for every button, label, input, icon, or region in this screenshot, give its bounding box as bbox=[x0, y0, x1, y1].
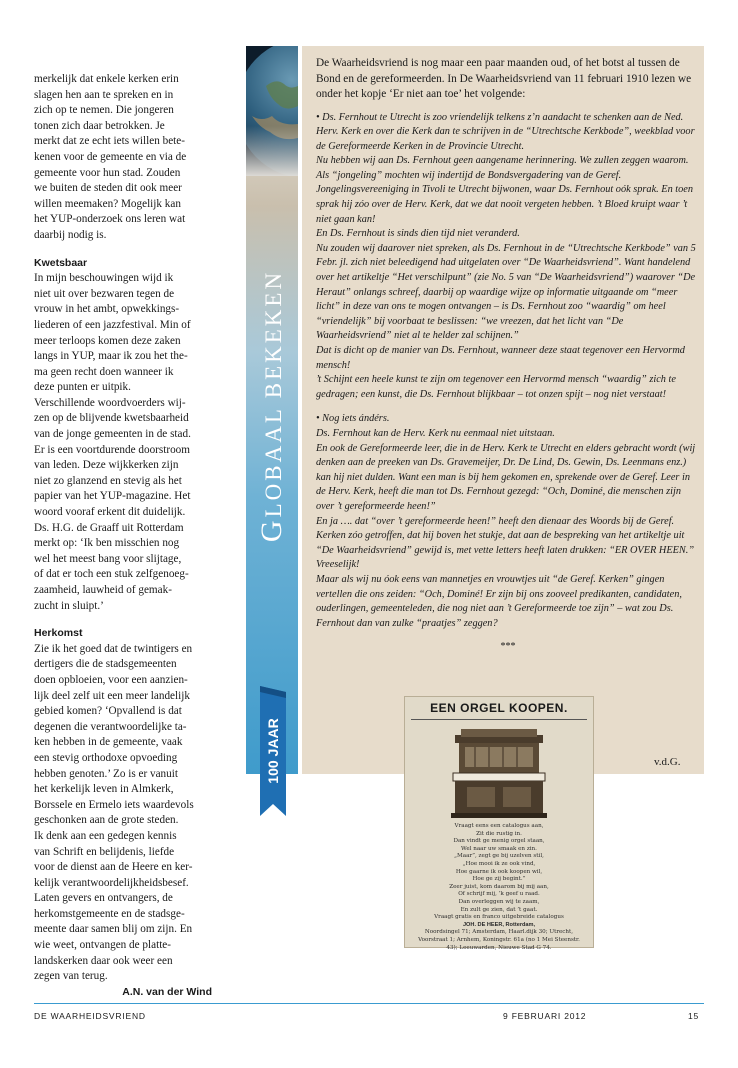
footer-rule bbox=[34, 1003, 704, 1004]
quote-1-line: Nu zouden wij daarover niet spreken, als Ds. Fernhout in de “Utrechtsche Kerkbode” van 5 Febr. jl. zich niet beleedigend had uitgelaten over “De Waarheidsvriend”. Want handelend over het artikeltje “Het verschilpunt” (zie No. 5 van “De Waarheidsvriend”) waarover “De Heraut” onlangs schreef, daarbij op waardige wijze op informatie uitgaande om “meer licht” in deze van ons te mogen ontvangen – is Ds. Fernhout zoo “waardig” om heel “vriendelijk” bij voorbaat te beslissen: “we vreezen, dat het licht van “De Waarheidsvriend” niet al te helder zal schijnen.” bbox=[316, 242, 696, 342]
ad-line: Dan overleggen wij te zaam, bbox=[458, 898, 540, 905]
footer-publication: DE WAARHEIDSVRIEND bbox=[34, 1011, 146, 1021]
quote-block-2 bbox=[316, 412, 700, 631]
author-name: A.N. van der Wind bbox=[122, 985, 212, 998]
quote-2-line: Maar als wij nu óok eens van mannetjes en vrouwtjes uit “de Geref. Kerken” gingen vertellen die ons zeiden: “Och, Dominé! Er zijn bij ons zooveel predikanten, candidaten, ouderlingen, gemeenteleden, die nog niet aan ’t Gereformeerde toe zijn” – wat zou Ds. Fernhout dan van zulke “praatjes” zeggen? bbox=[316, 573, 682, 629]
section-band bbox=[246, 46, 298, 784]
ad-line: Dan vindt ge menig orgel staan, bbox=[453, 838, 545, 845]
advertisement-rule bbox=[411, 719, 587, 720]
left-column bbox=[34, 72, 212, 1000]
ad-line: Vraagt eens een catalogus aan, bbox=[454, 823, 544, 829]
ad-address: Noordsingel 71; Amsterdam, Haarl.dijk 30; Utrecht, Voorstraat 1; Arnhem, Koningstr. 61a (no 1 Mei Steenstr. 43); Leeuwarden, Nieuwe Stad G 74. bbox=[418, 929, 580, 951]
globe-image bbox=[246, 46, 298, 176]
left-paragraph-2: In mijn beschouwingen wijd ik niet uit over bezwaren tegen de vrouw in het ambt, opwekkings- liederen of een jazzfestival. Min of meer terloops komen deze zaken langs in YUP, maar ik zou het the- ma geen recht doen wanneer ik deze punten er uitpik. Verschillende woordvoerders wij- zen op de blijvende kwetsbaarheid van de jonge gemeenten in de stad. Er is een voortdurende doorstroom van leden. Deze wijkkerken zijn niet zo glanzend en stevig als het papier van het YUP-magazine. Het woord vooraf erkent dit duidelijk. Ds. H.G. de Graaff uit Rotterdam merkt op: ‘Ik ben misschien nog wel het meest bang voor slijtage, of dat er toch een stuk zelfgenoeg- zaamheid, lauwheid of gemak- zucht in sluipt.’ bbox=[34, 272, 191, 612]
historical-panel bbox=[302, 46, 704, 951]
column-title: GLOBAAL BEKEKEN bbox=[255, 269, 288, 543]
organ-advertisement bbox=[404, 696, 594, 951]
quote-block-1 bbox=[316, 111, 700, 403]
panel-intro: De Waarheidsvriend is nog maar een paar maanden oud, of het botst al tussen de Bond en de gereformeerden. In De Waarheidsvriend van 11 februari 1910 lezen we onder het kopje ‘Er niet aan toe’ het volgende: bbox=[316, 57, 692, 100]
quote-1-line: • Ds. Fernhout te Utrecht is zoo vriendelijk telkens z’n aandacht te schenken aan de Ned. Herv. Kerk en over die Kerk dan te schrijven in de “Utrechtsche Kerkbode”, weekblad voor de Gereformeerde Kerken in de Provincie Utrecht. bbox=[316, 111, 695, 152]
quote-1-line: Nu hebben wij aan Ds. Fernhout geen aangename herinnering. We zullen zeggen waarom. Als “jongeling” mochten wij indertijd de Bondsvergadering van de Geref. Jongelingsvereeniging in Tivoli te Utrecht bijwonen, waar Ds. Fernhout oók sprak. En toen sprak hij zóo over de Herv. Kerk, dat we dat nooit vergeten hebben. ’t Bloed kruipt waar ’t niet gaan kan! bbox=[316, 155, 694, 225]
ad-line: Hoe gaarne ik ook koopen wil, bbox=[455, 868, 543, 875]
quote-2-line: En ook de Gereformeerde leer, die in de Herv. Kerk te Utrecht en elders gebracht wordt (wij denken aan de preeken van Ds. Gravemeijer, Dr. De Lind, Ds. Gewin, Ds. Leenmans enz.) kan hij niet dulden. Want een man is bij hem gekomen en, sprekende over de Geref. Leer in de Herv. Kerk, heeft die man tot Ds. Fernhout gezegd: “Och, Dominé, die menschen zijn over ’t gereformeerde heen!” bbox=[316, 442, 696, 512]
quote-1-line: En Ds. Fernhout is sinds dien tijd niet veranderd. bbox=[316, 228, 520, 240]
ad-line: En zult ge zien, dat ’t gaat. bbox=[460, 906, 538, 913]
ad-line: „Hoe mooi ik ze ook vind, bbox=[462, 860, 536, 867]
heading-kwetsbaar: Kwetsbaar bbox=[34, 256, 88, 269]
quote-2-line: En ja …. dat “over ’t gereformeerde heen!” heeft den dienaar des Woords bij de Geref. Kerken zóo getroffen, dat hij boven het stukje, dat aan de bespreking van het artikeltje uit “De Waarheidsvriend” gewijd is, met vette letters heeft laten drukken: “ER OVER HEEN.” bbox=[316, 515, 695, 556]
panel-signature: v.d.G. bbox=[654, 756, 681, 768]
advertisement-verse bbox=[413, 823, 585, 952]
ad-line: „Maar”, zegt ge bij uzelven stil, bbox=[454, 853, 544, 860]
heading-herkomst: Herkomst bbox=[34, 627, 83, 640]
separator-stars: *** bbox=[500, 641, 516, 653]
ad-line: Vraagt gratis en franco uitgebreide catalogus bbox=[434, 914, 564, 921]
quote-2-line: Ds. Fernhout kan de Herv. Kerk nu eenmaal niet uitstaan. bbox=[316, 427, 555, 439]
ad-line: Zeer juist, kom daarom bij mij aan, bbox=[449, 883, 549, 890]
left-paragraph-3: Zie ik het goed dat de twintigers en dertigers die de stadsgemeenten doen opbloeien, voor een aanzien- lijk deel zelf uit een meer landelijk gebied komen? ‘Opvallend is dat degenen die verantwoordelijke ta- ken hebben in de gemeente, vaak een stevig orthodoxe opvoeding hebben genoten.’ Zo is er vanuit het kerkelijk leven in Almkerk, Borssele en Ermelo iets waardevols geschonken aan de grote steden. Ik denk aan een gedegen kennis van Schrift en belijdenis, liefde voor de dienst aan de Heere en ker- kelijk verantwoordelijkheidsbesef. Laten gevers en ontvangers, de herkomstgemeente en de stadsge- meente daar samen blij om zijn. En wie weet, ontvangen de platte- landskerken daar ook weer een zegen van terug. bbox=[34, 642, 194, 983]
hundred-years-label: 100 JAAR bbox=[265, 718, 281, 784]
ad-line: Wel naar uw smaak en zin. bbox=[461, 845, 537, 852]
quote-2-line: • Nog iets ándérs. bbox=[316, 413, 390, 425]
quote-2-line: Vreeselijk! bbox=[316, 559, 360, 571]
footer-date: 9 FEBRUARI 2012 bbox=[503, 1011, 587, 1021]
footer-page-number: 15 bbox=[688, 1011, 700, 1021]
advertisement-title: EEN ORGEL KOOPEN. bbox=[430, 701, 568, 715]
left-paragraph-1: merkelijk dat enkele kerken erin slagen hen aan te spreken en in zich op te nemen. Die jongeren tonen zich daar betrokken. Je merkt dat ze echt iets willen bete- kenen voor de gemeente en via de gemeente voor hun stad. Zouden we buiten de steden dit ook meer willen meemaken? Mogelijk kan het YUP-onderzoek ons leren wat daarbij nodig is. bbox=[34, 73, 187, 241]
ad-line: Zit die rustig in. bbox=[476, 830, 522, 837]
quote-1-line: Dat is dicht op de manier van Ds. Fernhout, wanneer deze staat tegenover een Hervormd mensch! bbox=[316, 345, 685, 371]
ad-firm: JOH. DE HEER, Rotterdam, bbox=[462, 921, 536, 928]
ad-line: Hoe ge zij begint.” bbox=[472, 876, 526, 883]
panel-content bbox=[316, 56, 700, 652]
organ-illustration-icon bbox=[445, 727, 553, 819]
ad-line: Of schrijf mij, ’k geef u raad. bbox=[458, 891, 540, 898]
quote-1-line: ’t Schijnt een heele kunst te zijn om tegenover een Hervormd mensch “waardig” zich te gedragen; een kunst, die Ds. Fernhout blijkbaar – tot onzen spijt – nog niet verstaat! bbox=[316, 374, 676, 400]
